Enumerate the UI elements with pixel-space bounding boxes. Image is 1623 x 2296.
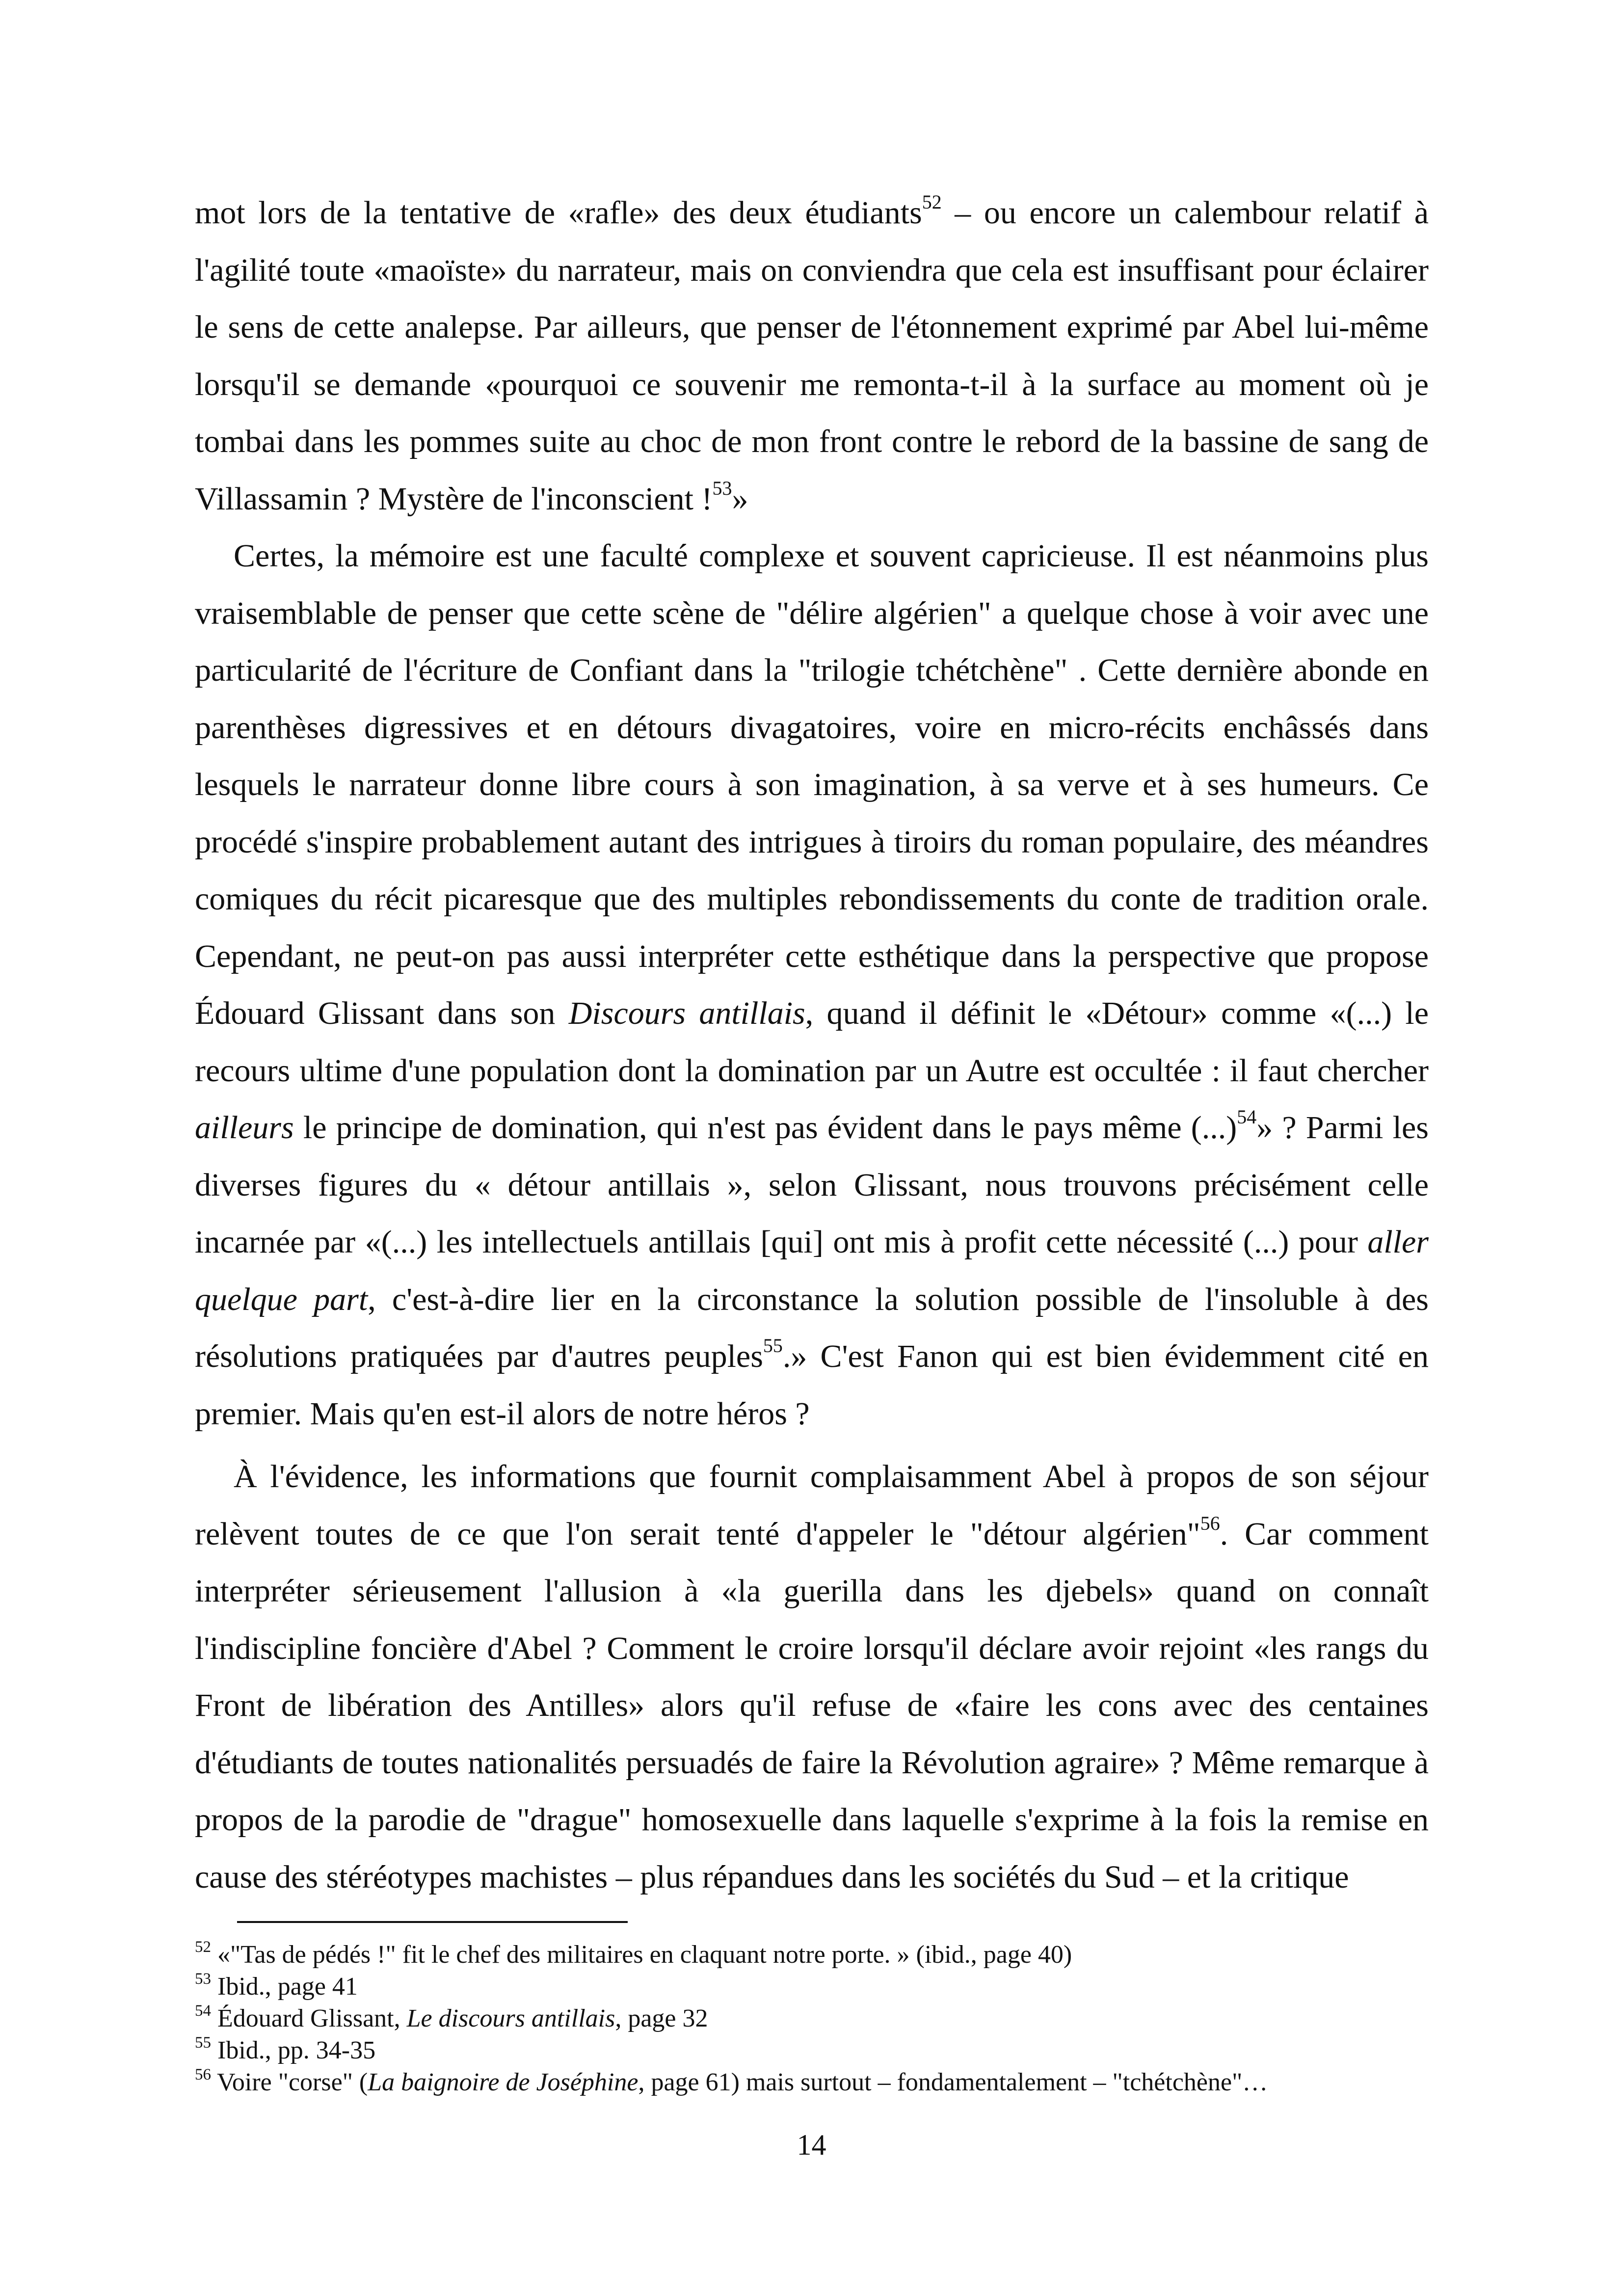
text-run: mot lors de la tentative de «rafle» des deux étudiants (195, 195, 922, 231)
footnote-ref-55[interactable]: 55 (763, 1335, 783, 1357)
paragraph-3 (195, 1448, 1429, 1906)
text-run: , quand il définit le «Détour» comme «(...) le recours ultime d'une population dont la domination par un Autre est occultée : il faut chercher (195, 995, 1429, 1089)
footnotes (195, 1939, 1429, 2098)
footnote-number: 55 (195, 2034, 211, 2052)
footnote-53 (195, 1971, 1429, 2002)
footnote-ref-56[interactable]: 56 (1200, 1512, 1220, 1534)
footnote-number: 54 (195, 2002, 211, 2020)
main-text (195, 185, 1429, 1906)
text-run: À l'évidence, les informations que fournit complaisamment Abel à propos de son séjour relèvent toutes de ce que l'on serait tenté d'appeler le "détour algérien" (195, 1459, 1429, 1552)
footnote-separator (237, 1921, 628, 1923)
footnote-text: , page 61) mais surtout – fondamentalement – "tchétchène"… (638, 2068, 1268, 2096)
text-run: » ? Parmi les diverses figures du « détour antillais », selon Glissant, nous trouvons précisément celle incarnée par «(...) les intellectuels antillais [qui] ont mis à profit cette nécessité (...) pour (195, 1110, 1429, 1260)
footnote-text: , page 32 (615, 2004, 708, 2032)
text-run: » (732, 481, 748, 517)
footnote-text: Ibid., page 41 (211, 1973, 358, 2001)
book-title: Discours antillais (568, 995, 805, 1031)
page-number: 14 (797, 2129, 826, 2161)
footnote-number: 53 (195, 1970, 211, 1988)
text-run: Certes, la mémoire est une faculté complexe et souvent capricieuse. Il est néanmoins plus vraisemblable de penser que cette scène de "délire algérien" a quelque chose à voir avec une particularité de l'écriture de Confiant dans la "trilogie tchétchène" . Cette dernière abonde en parenthèses digressives et en détours divagatoires, voire en micro-récits enchâssés dans lesquels le narrateur donne libre cours à son imagination, à sa verve et à ses humeurs. Ce procédé s'inspire probablement autant des intrigues à tiroirs du roman populaire, des méandres comiques du récit picaresque que des multiples rebondissements du conte de tradition orale. Cependant, ne peut-on pas aussi interpréter cette esthétique dans la perspective que propose Édouard Glissant dans son (195, 538, 1429, 1031)
footnote-number: 52 (195, 1938, 211, 1956)
paragraph-2 (195, 528, 1429, 1442)
text-run: .» C'est Fanon qui est bien évidemment cité en premier. Mais qu'en est-il alors de notre héros ? (195, 1338, 1429, 1432)
paragraph-1 (195, 185, 1429, 528)
footnote-56 (195, 2066, 1429, 2098)
text-run: , c'est-à-dire lier en la circonstance la solution possible de l'insoluble à des résolutions pratiquées par d'autres peuples (195, 1281, 1429, 1374)
footnote-text: Édouard Glissant, (211, 2004, 407, 2032)
book-title: La baignoire de Joséphine (368, 2068, 639, 2096)
footnote-52 (195, 1939, 1429, 1971)
footnote-text: Ibid., pp. 34-35 (211, 2036, 376, 2064)
emphasis: ailleurs (195, 1110, 294, 1146)
footnote-ref-54[interactable]: 54 (1237, 1106, 1257, 1128)
footnote-54 (195, 2002, 1429, 2034)
book-title: Le discours antillais (406, 2004, 615, 2032)
footnote-55 (195, 2034, 1429, 2066)
footnote-ref-53[interactable]: 53 (712, 477, 732, 499)
emphasis: aller quelque part (195, 1224, 1429, 1317)
text-run: . Car comment interpréter sérieusement l'allusion à «la guerilla dans les djebels» quand on connaît l'indiscipline foncière d'Abel ? Comment le croire lorsqu'il déclare avoir rejoint «les rangs du Front de libération des Antilles» alors qu'il refuse de «faire les cons avec des centaines d'étudiants de toutes nationalités persuadés de faire la Révolution agraire» ? Même remarque à propos de la parodie de "drague" homosexuelle dans laquelle s'exprime à la fois la remise en cause des stéréotypes machistes – plus répandues dans les sociétés du Sud – et la critique (195, 1516, 1429, 1895)
footnote-ref-52[interactable]: 52 (922, 191, 942, 213)
footnote-text: Voire "corse" ( (211, 2068, 368, 2096)
text-run: le principe de domination, qui n'est pas évident dans le pays même (...) (293, 1110, 1237, 1146)
footnote-number: 56 (195, 2066, 211, 2083)
text-run: – ou encore un calembour relatif à l'agilité toute «maoïste» du narrateur, mais on conviendra que cela est insuffisant pour éclairer le sens de cette analepse. Par ailleurs, que penser de l'étonnement exprimé par Abel lui-même lorsqu'il se demande «pourquoi ce souvenir me remonta-t-il à la surface au moment où je tombai dans les pommes suite au choc de mon front contre le rebord de la bassine de sang de Villassamin ? Mystère de l'inconscient ! (195, 195, 1429, 517)
footnote-text: «"Tas de pédés !" fit le chef des militaires en claquant notre porte. » (ibid., page 40) (211, 1941, 1072, 1969)
